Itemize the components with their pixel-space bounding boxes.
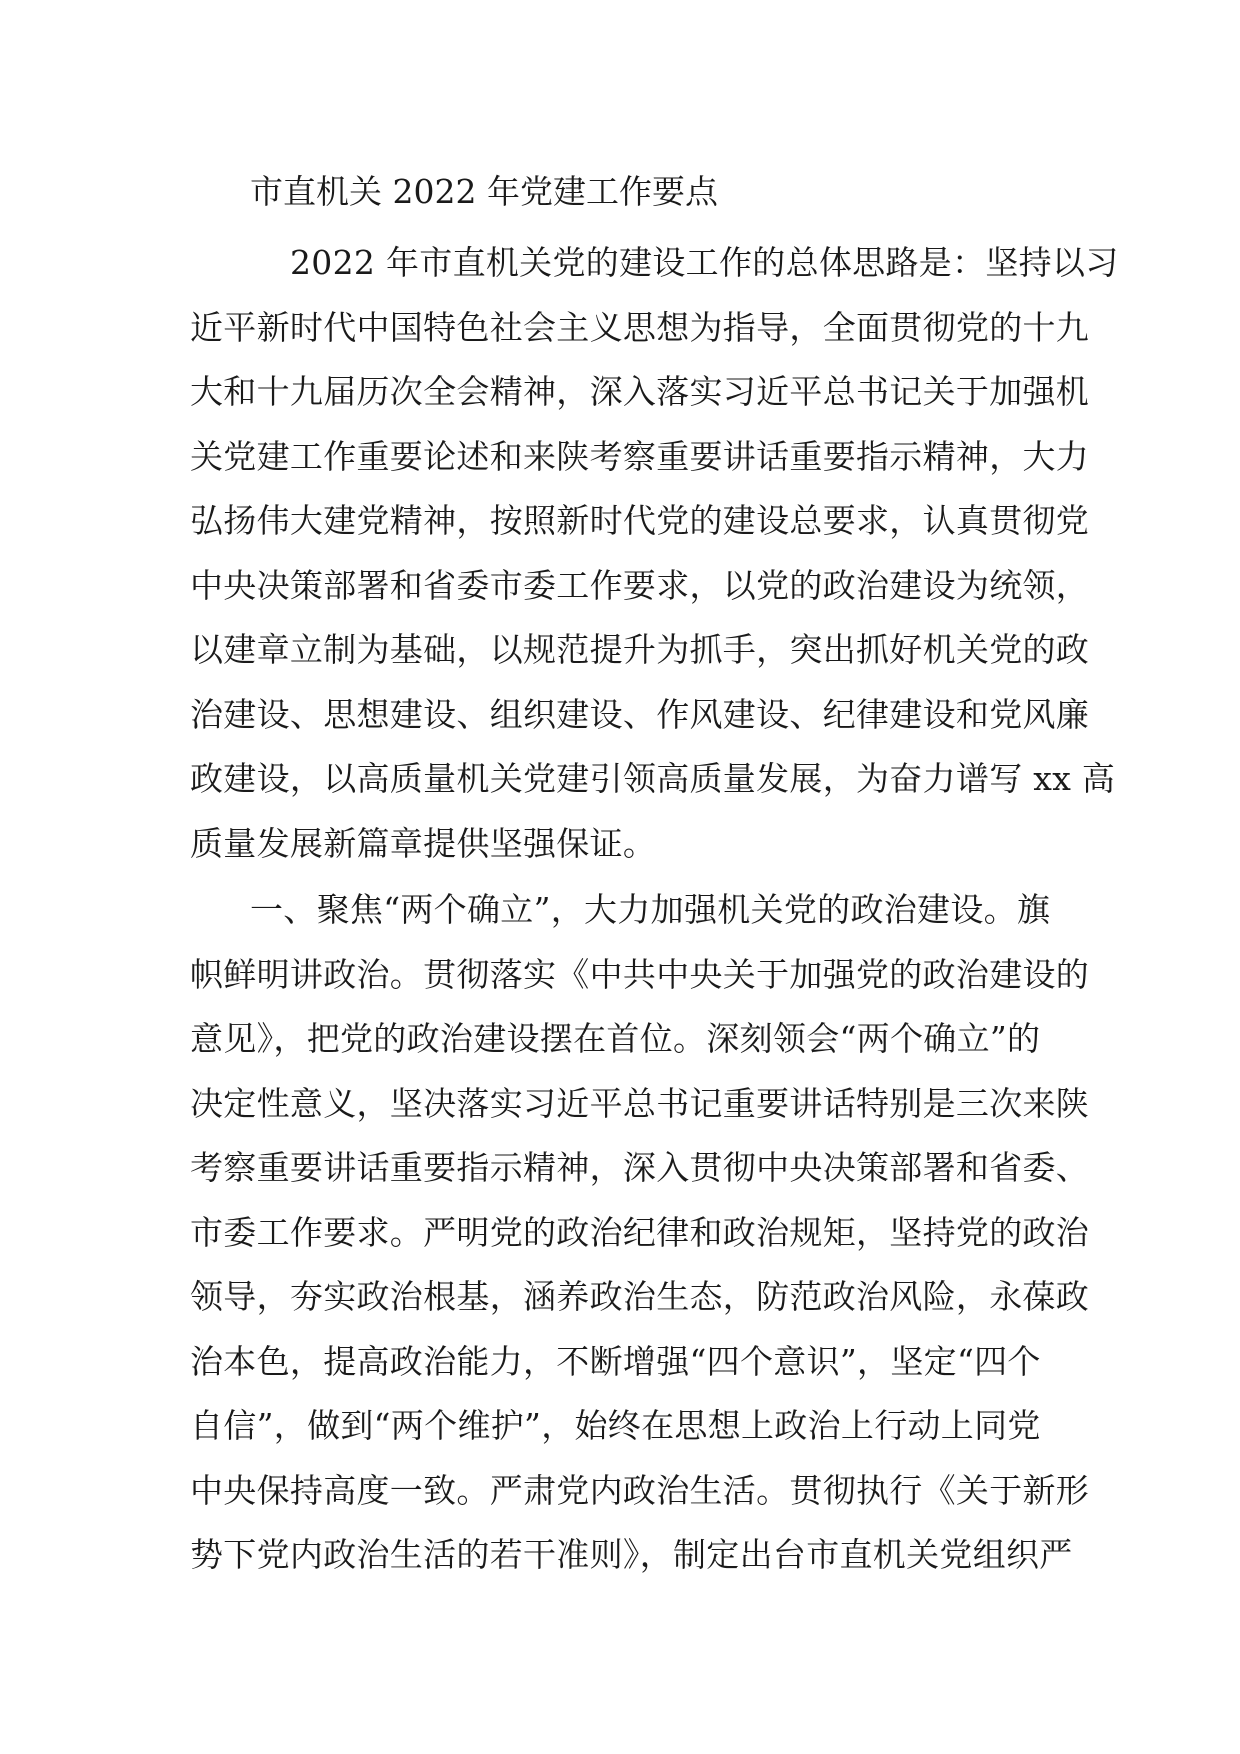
text-line: 2022 年市直机关党的建设工作的总体思路是：坚持以习: [290, 243, 1119, 282]
text-line: 势下党内政治生活的若干准则》，制定出台市直机关党组织严: [190, 1535, 1073, 1574]
text-line: 意见》，把党的政治建设摆在首位。深刻领会“两个确立”的: [190, 1019, 1041, 1058]
text-line: 中央保持高度一致。严肃党内政治生活。贯彻执行《关于新形: [190, 1470, 1090, 1510]
text-line: 关党建工作重要论述和来陕考察重要讲话重要指示精神，大力: [190, 436, 1090, 476]
text-line: 领导，夯实政治根基，涵养政治生态，防范政治风险，永葆政: [190, 1277, 1090, 1316]
paragraph-overview: [190, 231, 1119, 876]
text-line: 一、聚焦“两个确立”，大力加强机关党的政治建设。旗: [250, 890, 1051, 929]
text-line: 质量发展新篇章提供坚强保证。: [190, 823, 657, 863]
text-line: 考察重要讲话重要指示精神，深入贯彻中央决策部署和省委、: [190, 1148, 1090, 1187]
text-line: 市委工作要求。严明党的政治纪律和政治规矩，坚持党的政治: [190, 1212, 1090, 1252]
text-line: 治建设、思想建设、组织建设、作风建设、纪律建设和党风廉: [190, 694, 1090, 734]
document-title: 市直机关 2022 年党建工作要点: [250, 172, 718, 211]
text-line: 中央决策部署和省委市委工作要求，以党的政治建设为统领，: [190, 565, 1090, 605]
text-line: 近平新时代中国特色社会主义思想为指导，全面贯彻党的十九: [190, 307, 1090, 347]
text-line: 决定性意义，坚决落实习近平总书记重要讲话特别是三次来陕: [190, 1083, 1090, 1123]
text-line: 治本色，提高政治能力，不断增强“四个意识”，坚定“四个: [190, 1341, 1041, 1381]
paragraph-section-one: [190, 878, 1090, 1588]
document-body: [190, 231, 1119, 1588]
text-line: 自信”，做到“两个维护”，始终在思想上政治上行动上同党: [190, 1406, 1041, 1445]
text-line: 以建章立制为基础，以规范提升为抓手，突出抓好机关党的政: [190, 630, 1090, 669]
text-line: 政建设，以高质量机关党建引领高质量发展，为奋力谱写 xx 高: [190, 759, 1116, 798]
text-line: 大和十九届历次全会精神，深入落实习近平总书记关于加强机: [190, 372, 1090, 411]
text-line: 帜鲜明讲政治。贯彻落实《中共中央关于加强党的政治建设的: [190, 954, 1090, 994]
text-line: 弘扬伟大建党精神，按照新时代党的建设总要求，认真贯彻党: [190, 501, 1090, 540]
